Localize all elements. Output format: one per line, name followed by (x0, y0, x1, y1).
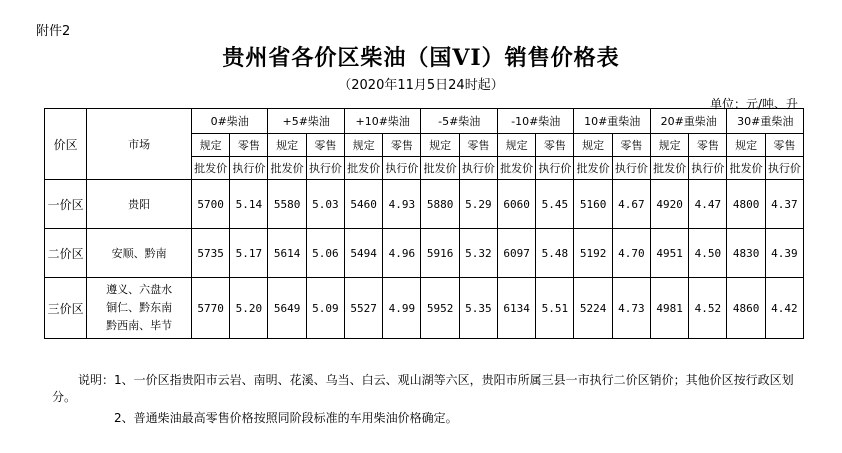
wholesale-price-cell: 6134 (497, 278, 535, 339)
price-table (44, 108, 804, 339)
retail-price-cell: 5.48 (536, 229, 574, 278)
wholesale-price-cell: 5494 (344, 229, 382, 278)
effective-date: （2020年11月5日24时起） (338, 78, 504, 93)
retail-price-cell: 5.32 (459, 229, 497, 278)
header-sub-wholesale: 批发价 (497, 157, 535, 180)
header-region: 价区 (45, 109, 87, 180)
header-fuel: +5#柴油 (268, 109, 345, 134)
header-sub-executed: 执行价 (612, 157, 650, 180)
table-row (45, 229, 804, 278)
header-sub-executed: 执行价 (383, 157, 421, 180)
wholesale-price-cell: 4800 (727, 180, 765, 229)
region-cell: 二价区 (45, 229, 87, 278)
market-cell: 安顺、黔南 (87, 229, 192, 278)
header-fuel: 20#重柴油 (650, 109, 727, 134)
header-sub-wholesale: 批发价 (574, 157, 612, 180)
retail-price-cell: 5.29 (459, 180, 497, 229)
retail-price-cell: 5.45 (536, 180, 574, 229)
market-line: 遵义、六盘水 (106, 283, 173, 296)
wholesale-price-cell: 5192 (574, 229, 612, 278)
page-title: 贵州省各价区柴油（国VI）销售价格表 (222, 45, 620, 71)
header-fuel: 30#重柴油 (727, 109, 804, 134)
header-sub-wholesale: 批发价 (344, 157, 382, 180)
header-sub-regulated: 规定 (421, 134, 459, 157)
header-sub-regulated: 规定 (727, 134, 765, 157)
attachment-label: 附件2 (36, 24, 71, 39)
wholesale-price-cell: 5580 (268, 180, 306, 229)
retail-price-cell: 4.93 (383, 180, 421, 229)
retail-price-cell: 5.03 (306, 180, 344, 229)
region-cell: 一价区 (45, 180, 87, 229)
header-sub-executed: 执行价 (459, 157, 497, 180)
retail-price-cell: 4.52 (689, 278, 727, 339)
retail-price-cell: 5.35 (459, 278, 497, 339)
retail-price-cell: 4.42 (765, 278, 803, 339)
header-sub-retail: 零售 (230, 134, 268, 157)
header-market: 市场 (87, 109, 192, 180)
header-sub-wholesale: 批发价 (650, 157, 688, 180)
retail-price-cell: 4.99 (383, 278, 421, 339)
wholesale-price-cell: 4920 (650, 180, 688, 229)
market-cell (87, 278, 192, 339)
note-2: 2、普通柴油最高零售价格按照同阶段标准的车用柴油价格确定。 (114, 411, 458, 425)
wholesale-price-cell: 5880 (421, 180, 459, 229)
wholesale-price-cell: 5160 (574, 180, 612, 229)
wholesale-price-cell: 5460 (344, 180, 382, 229)
retail-price-cell: 5.06 (306, 229, 344, 278)
header-sub-retail: 零售 (765, 134, 803, 157)
retail-price-cell: 4.70 (612, 229, 650, 278)
wholesale-price-cell: 5770 (191, 278, 229, 339)
header-sub-wholesale: 批发价 (268, 157, 306, 180)
header-sub-retail: 零售 (612, 134, 650, 157)
header-sub-executed: 执行价 (306, 157, 344, 180)
wholesale-price-cell: 5649 (268, 278, 306, 339)
header-sub-retail: 零售 (536, 134, 574, 157)
retail-price-cell: 5.09 (306, 278, 344, 339)
header-fuel: +10#柴油 (344, 109, 421, 134)
market-cell: 贵阳 (87, 180, 192, 229)
wholesale-price-cell: 5224 (574, 278, 612, 339)
wholesale-price-cell: 5952 (421, 278, 459, 339)
wholesale-price-cell: 4981 (650, 278, 688, 339)
header-sub-retail: 零售 (306, 134, 344, 157)
header-row-fuels (45, 109, 804, 134)
market-line: 铜仁、黔东南 (106, 301, 173, 314)
wholesale-price-cell: 6060 (497, 180, 535, 229)
header-sub-regulated: 规定 (191, 134, 229, 157)
market-line: 黔西南、毕节 (106, 319, 173, 332)
header-sub-retail: 零售 (459, 134, 497, 157)
header-sub-executed: 执行价 (765, 157, 803, 180)
retail-price-cell: 4.67 (612, 180, 650, 229)
table-row (45, 180, 804, 229)
retail-price-cell: 5.14 (230, 180, 268, 229)
notes-section (52, 372, 812, 427)
wholesale-price-cell: 4860 (727, 278, 765, 339)
header-fuel: -5#柴油 (421, 109, 498, 134)
retail-price-cell: 4.50 (689, 229, 727, 278)
retail-price-cell: 4.37 (765, 180, 803, 229)
header-sub-retail: 零售 (689, 134, 727, 157)
wholesale-price-cell: 5916 (421, 229, 459, 278)
header-sub-regulated: 规定 (650, 134, 688, 157)
wholesale-price-cell: 4830 (727, 229, 765, 278)
region-cell: 三价区 (45, 278, 87, 339)
retail-price-cell: 4.39 (765, 229, 803, 278)
header-fuel: 10#重柴油 (574, 109, 651, 134)
wholesale-price-cell: 5700 (191, 180, 229, 229)
retail-price-cell: 4.47 (689, 180, 727, 229)
unit-label: 单位：元/吨、升 (709, 97, 798, 111)
header-sub-wholesale: 批发价 (421, 157, 459, 180)
retail-price-cell: 5.17 (230, 229, 268, 278)
header-fuel: 0#柴油 (191, 109, 268, 134)
header-sub-retail: 零售 (383, 134, 421, 157)
wholesale-price-cell: 5735 (191, 229, 229, 278)
header-sub-regulated: 规定 (268, 134, 306, 157)
table-row (45, 278, 804, 339)
header-sub-wholesale: 批发价 (727, 157, 765, 180)
note-1: 说明：1、一价区指贵阳市云岩、南明、花溪、乌当、白云、观山湖等六区，贵阳市所属三县一市执行二价区销价；其他价区按行政区划分。 (52, 373, 794, 404)
retail-price-cell: 4.96 (383, 229, 421, 278)
wholesale-price-cell: 5527 (344, 278, 382, 339)
header-sub-executed: 执行价 (536, 157, 574, 180)
header-sub-regulated: 规定 (497, 134, 535, 157)
retail-price-cell: 5.20 (230, 278, 268, 339)
header-sub-executed: 执行价 (230, 157, 268, 180)
header-sub-regulated: 规定 (574, 134, 612, 157)
wholesale-price-cell: 6097 (497, 229, 535, 278)
header-fuel: -10#柴油 (497, 109, 574, 134)
wholesale-price-cell: 5614 (268, 229, 306, 278)
retail-price-cell: 4.73 (612, 278, 650, 339)
wholesale-price-cell: 4951 (650, 229, 688, 278)
header-sub-wholesale: 批发价 (191, 157, 229, 180)
header-sub-regulated: 规定 (344, 134, 382, 157)
header-sub-executed: 执行价 (689, 157, 727, 180)
retail-price-cell: 5.51 (536, 278, 574, 339)
